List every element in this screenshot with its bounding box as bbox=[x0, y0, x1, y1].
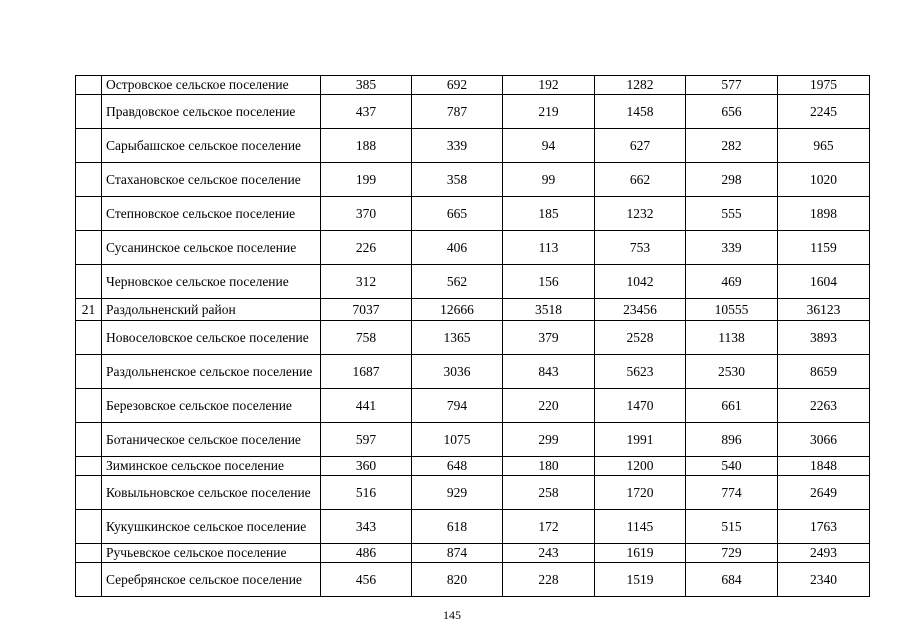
value-cell: 8659 bbox=[778, 355, 870, 389]
row-number: 21 bbox=[76, 299, 102, 321]
value-cell: 99 bbox=[503, 163, 595, 197]
value-cell: 1020 bbox=[778, 163, 870, 197]
table-row bbox=[76, 95, 870, 129]
settlement-name: Островское сельское поселение bbox=[102, 76, 321, 95]
value-cell: 180 bbox=[503, 457, 595, 476]
value-cell: 3036 bbox=[412, 355, 503, 389]
value-cell: 627 bbox=[595, 129, 686, 163]
value-cell: 1159 bbox=[778, 231, 870, 265]
value-cell: 820 bbox=[412, 563, 503, 597]
value-cell: 2649 bbox=[778, 476, 870, 510]
table-row bbox=[76, 163, 870, 197]
settlement-name: Ковыльновское сельское поселение bbox=[102, 476, 321, 510]
settlement-name: Стахановское сельское поселение bbox=[102, 163, 321, 197]
table-row bbox=[76, 389, 870, 423]
value-cell: 258 bbox=[503, 476, 595, 510]
value-cell: 437 bbox=[321, 95, 412, 129]
value-cell: 2528 bbox=[595, 321, 686, 355]
value-cell: 23456 bbox=[595, 299, 686, 321]
value-cell: 1687 bbox=[321, 355, 412, 389]
value-cell: 648 bbox=[412, 457, 503, 476]
table-row bbox=[76, 197, 870, 231]
row-number bbox=[76, 457, 102, 476]
row-number bbox=[76, 544, 102, 563]
value-cell: 199 bbox=[321, 163, 412, 197]
value-cell: 379 bbox=[503, 321, 595, 355]
settlement-name: Кукушкинское сельское поселение bbox=[102, 510, 321, 544]
value-cell: 12666 bbox=[412, 299, 503, 321]
value-cell: 1232 bbox=[595, 197, 686, 231]
value-cell: 1720 bbox=[595, 476, 686, 510]
row-number bbox=[76, 95, 102, 129]
settlement-name: Сарыбашское сельское поселение bbox=[102, 129, 321, 163]
row-number bbox=[76, 510, 102, 544]
row-number bbox=[76, 476, 102, 510]
settlement-name: Ручьевское сельское поселение bbox=[102, 544, 321, 563]
value-cell: 172 bbox=[503, 510, 595, 544]
value-cell: 2530 bbox=[686, 355, 778, 389]
value-cell: 312 bbox=[321, 265, 412, 299]
value-cell: 343 bbox=[321, 510, 412, 544]
value-cell: 486 bbox=[321, 544, 412, 563]
value-cell: 360 bbox=[321, 457, 412, 476]
row-number bbox=[76, 389, 102, 423]
value-cell: 1145 bbox=[595, 510, 686, 544]
value-cell: 299 bbox=[503, 423, 595, 457]
value-cell: 456 bbox=[321, 563, 412, 597]
value-cell: 1365 bbox=[412, 321, 503, 355]
value-cell: 228 bbox=[503, 563, 595, 597]
table-row bbox=[76, 129, 870, 163]
value-cell: 339 bbox=[412, 129, 503, 163]
value-cell: 1519 bbox=[595, 563, 686, 597]
value-cell: 3893 bbox=[778, 321, 870, 355]
value-cell: 370 bbox=[321, 197, 412, 231]
value-cell: 1991 bbox=[595, 423, 686, 457]
value-cell: 1975 bbox=[778, 76, 870, 95]
value-cell: 516 bbox=[321, 476, 412, 510]
settlement-table bbox=[75, 75, 870, 597]
value-cell: 219 bbox=[503, 95, 595, 129]
table-row bbox=[76, 321, 870, 355]
value-cell: 729 bbox=[686, 544, 778, 563]
row-number bbox=[76, 355, 102, 389]
value-cell: 188 bbox=[321, 129, 412, 163]
value-cell: 965 bbox=[778, 129, 870, 163]
value-cell: 794 bbox=[412, 389, 503, 423]
value-cell: 753 bbox=[595, 231, 686, 265]
value-cell: 774 bbox=[686, 476, 778, 510]
settlement-name: Правдовское сельское поселение bbox=[102, 95, 321, 129]
value-cell: 1604 bbox=[778, 265, 870, 299]
row-number bbox=[76, 563, 102, 597]
value-cell: 1042 bbox=[595, 265, 686, 299]
value-cell: 243 bbox=[503, 544, 595, 563]
value-cell: 758 bbox=[321, 321, 412, 355]
value-cell: 684 bbox=[686, 563, 778, 597]
value-cell: 2493 bbox=[778, 544, 870, 563]
value-cell: 36123 bbox=[778, 299, 870, 321]
value-cell: 1200 bbox=[595, 457, 686, 476]
table-row bbox=[76, 299, 870, 321]
value-cell: 156 bbox=[503, 265, 595, 299]
value-cell: 661 bbox=[686, 389, 778, 423]
table-row bbox=[76, 476, 870, 510]
value-cell: 226 bbox=[321, 231, 412, 265]
value-cell: 406 bbox=[412, 231, 503, 265]
value-cell: 1138 bbox=[686, 321, 778, 355]
table-row bbox=[76, 76, 870, 95]
settlement-name: Сусанинское сельское поселение bbox=[102, 231, 321, 265]
value-cell: 896 bbox=[686, 423, 778, 457]
table-row bbox=[76, 544, 870, 563]
table-row bbox=[76, 510, 870, 544]
settlement-name: Березовское сельское поселение bbox=[102, 389, 321, 423]
row-number bbox=[76, 265, 102, 299]
table-row bbox=[76, 265, 870, 299]
value-cell: 1075 bbox=[412, 423, 503, 457]
value-cell: 2340 bbox=[778, 563, 870, 597]
table-row bbox=[76, 423, 870, 457]
value-cell: 10555 bbox=[686, 299, 778, 321]
value-cell: 113 bbox=[503, 231, 595, 265]
value-cell: 618 bbox=[412, 510, 503, 544]
row-number bbox=[76, 129, 102, 163]
value-cell: 94 bbox=[503, 129, 595, 163]
value-cell: 385 bbox=[321, 76, 412, 95]
value-cell: 441 bbox=[321, 389, 412, 423]
value-cell: 1848 bbox=[778, 457, 870, 476]
value-cell: 787 bbox=[412, 95, 503, 129]
row-number bbox=[76, 231, 102, 265]
settlement-name: Раздольненское сельское поселение bbox=[102, 355, 321, 389]
settlement-name: Степновское сельское поселение bbox=[102, 197, 321, 231]
settlement-name: Новоселовское сельское поселение bbox=[102, 321, 321, 355]
value-cell: 339 bbox=[686, 231, 778, 265]
table-row bbox=[76, 457, 870, 476]
settlement-name: Серебрянское сельское поселение bbox=[102, 563, 321, 597]
value-cell: 358 bbox=[412, 163, 503, 197]
value-cell: 597 bbox=[321, 423, 412, 457]
row-number bbox=[76, 76, 102, 95]
value-cell: 220 bbox=[503, 389, 595, 423]
table-row bbox=[76, 231, 870, 265]
page-number: 145 bbox=[443, 608, 461, 622]
value-cell: 1619 bbox=[595, 544, 686, 563]
district-name: Раздольненский район bbox=[102, 299, 321, 321]
value-cell: 692 bbox=[412, 76, 503, 95]
settlement-name: Зиминское сельское поселение bbox=[102, 457, 321, 476]
value-cell: 5623 bbox=[595, 355, 686, 389]
value-cell: 1458 bbox=[595, 95, 686, 129]
value-cell: 577 bbox=[686, 76, 778, 95]
row-number bbox=[76, 197, 102, 231]
value-cell: 929 bbox=[412, 476, 503, 510]
value-cell: 192 bbox=[503, 76, 595, 95]
value-cell: 7037 bbox=[321, 299, 412, 321]
value-cell: 1898 bbox=[778, 197, 870, 231]
value-cell: 185 bbox=[503, 197, 595, 231]
value-cell: 3518 bbox=[503, 299, 595, 321]
settlement-name: Ботаническое сельское поселение bbox=[102, 423, 321, 457]
value-cell: 665 bbox=[412, 197, 503, 231]
value-cell: 843 bbox=[503, 355, 595, 389]
value-cell: 3066 bbox=[778, 423, 870, 457]
value-cell: 298 bbox=[686, 163, 778, 197]
value-cell: 562 bbox=[412, 265, 503, 299]
value-cell: 2245 bbox=[778, 95, 870, 129]
value-cell: 874 bbox=[412, 544, 503, 563]
value-cell: 555 bbox=[686, 197, 778, 231]
table-row bbox=[76, 355, 870, 389]
settlement-name: Черновское сельское поселение bbox=[102, 265, 321, 299]
value-cell: 1282 bbox=[595, 76, 686, 95]
row-number bbox=[76, 321, 102, 355]
row-number bbox=[76, 423, 102, 457]
value-cell: 469 bbox=[686, 265, 778, 299]
value-cell: 656 bbox=[686, 95, 778, 129]
row-number bbox=[76, 163, 102, 197]
value-cell: 1763 bbox=[778, 510, 870, 544]
value-cell: 662 bbox=[595, 163, 686, 197]
table-row bbox=[76, 563, 870, 597]
value-cell: 540 bbox=[686, 457, 778, 476]
value-cell: 515 bbox=[686, 510, 778, 544]
value-cell: 2263 bbox=[778, 389, 870, 423]
value-cell: 1470 bbox=[595, 389, 686, 423]
value-cell: 282 bbox=[686, 129, 778, 163]
